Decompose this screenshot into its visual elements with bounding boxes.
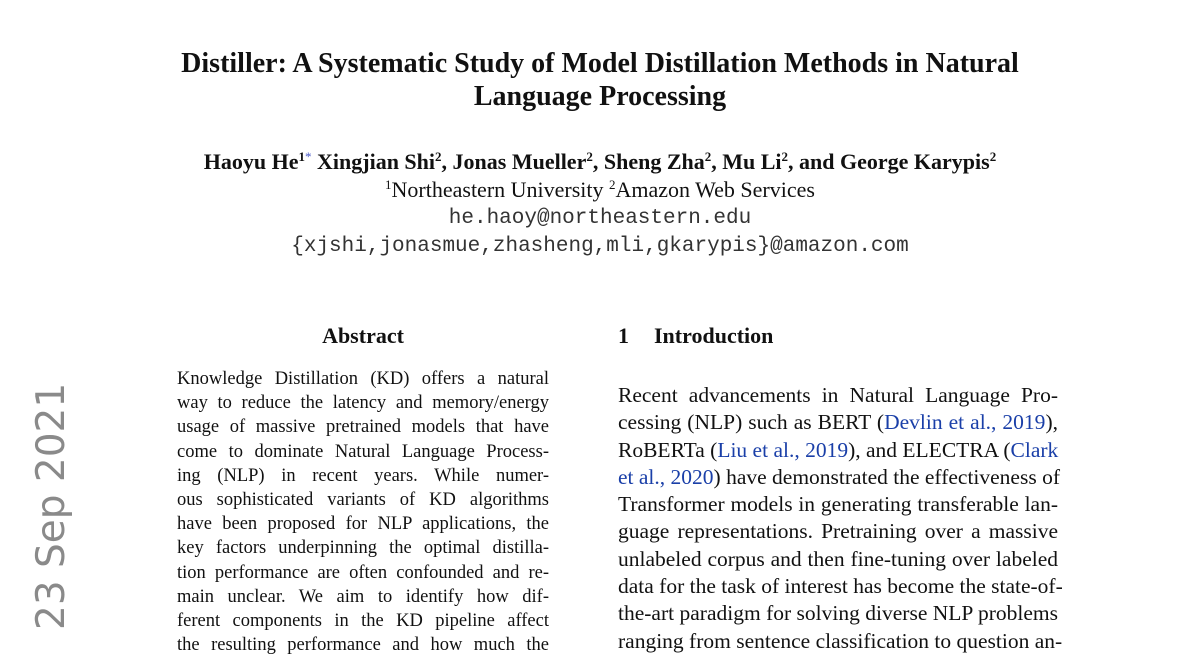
abstract-line: ferent components in the KD pipeline affect bbox=[177, 611, 549, 632]
affiliation-2-sup: 2 bbox=[609, 177, 616, 192]
abstract-line: ing (NLP) in recent years. While numer- bbox=[177, 465, 549, 486]
intro-text: ranging from sentence classification to question an- bbox=[618, 628, 1063, 653]
abstract-line: come to dominate Natural Language Process- bbox=[177, 441, 549, 462]
author-affiliation-sup: 1 bbox=[298, 149, 306, 164]
intro-text: unlabeled corpus and then fine-tuning over labeled bbox=[618, 546, 1058, 571]
email-amazon[interactable]: {xjshi,jonasmue,zhasheng,mli,gkarypis}@amazon.com bbox=[291, 235, 909, 258]
author-separator: , bbox=[711, 149, 723, 174]
section-number: 1 bbox=[618, 323, 629, 348]
author-name: Xingjian Shi bbox=[317, 149, 436, 174]
citation-link[interactable]: Liu et al., 2019 bbox=[717, 437, 849, 462]
arxiv-date: 23 Sep 2021 bbox=[29, 382, 74, 630]
abstract-heading: Abstract bbox=[322, 323, 404, 348]
author-separator: , bbox=[441, 149, 453, 174]
intro-line bbox=[618, 546, 1058, 573]
intro-text: RoBERTa ( bbox=[618, 437, 718, 462]
intro-heading bbox=[618, 322, 1058, 350]
citation-link[interactable]: Devlin et al., 2019 bbox=[884, 410, 1046, 435]
abstract-line: tion performance are often confounded and re- bbox=[177, 562, 549, 583]
intro-text: ) have demonstrated the effectiveness of bbox=[713, 464, 1060, 489]
intro-text: Recent advancements in Natural Language Pro- bbox=[618, 383, 1058, 407]
arxiv-date-stamp bbox=[28, 382, 76, 630]
intro-line bbox=[618, 409, 1058, 436]
abstract-line: usage of massive pretrained models that have bbox=[177, 417, 549, 438]
section-title: Introduction bbox=[654, 323, 774, 348]
author-affiliation-sup: 2 bbox=[435, 149, 442, 164]
author-list bbox=[100, 148, 1100, 176]
intro-text: data for the task of interest has become the state-of- bbox=[618, 574, 1063, 599]
intro-line bbox=[618, 437, 1058, 464]
intro-line bbox=[618, 382, 1058, 409]
author-name: Mu Li bbox=[722, 149, 782, 174]
email-northeastern[interactable]: he.haoy@northeastern.edu bbox=[448, 207, 752, 230]
author-separator: , and bbox=[788, 149, 841, 174]
affiliation-2: Amazon Web Services bbox=[615, 177, 815, 202]
intro-text: ), bbox=[1045, 410, 1058, 435]
citation-link[interactable]: et al., 2020 bbox=[618, 464, 714, 489]
author-affiliation-sup: 2 bbox=[704, 149, 712, 164]
intro-line bbox=[618, 464, 1058, 491]
affiliation-1-sup: 1 bbox=[385, 177, 392, 192]
intro-text: cessing (NLP) such as BERT ( bbox=[618, 410, 885, 435]
intro-body bbox=[618, 382, 1063, 655]
author-affiliation-sup: 2 bbox=[989, 149, 997, 164]
intro-line bbox=[618, 628, 1063, 655]
abstract-line: have been proposed for NLP applications, the bbox=[177, 514, 549, 535]
intro-line bbox=[618, 518, 1058, 545]
abstract-line: the resulting performance and how much the bbox=[177, 635, 549, 656]
author-affiliation-sup: 2 bbox=[781, 149, 789, 164]
author-name: Sheng Zha bbox=[603, 149, 705, 174]
author-name: Jonas Mueller bbox=[452, 149, 587, 174]
abstract-line: key factors underpinning the optimal distilla- bbox=[177, 538, 549, 559]
abstract-line: Knowledge Distillation (KD) offers a natural bbox=[177, 369, 549, 389]
affiliations bbox=[100, 176, 1100, 204]
intro-text: ), and ELECTRA ( bbox=[848, 437, 1011, 462]
author-name: Haoyu He bbox=[203, 149, 299, 174]
abstract-line: ous sophisticated variants of KD algorithms bbox=[177, 490, 549, 511]
author-separator: , bbox=[592, 149, 604, 174]
intro-line bbox=[618, 600, 1058, 627]
paper-title bbox=[100, 47, 1100, 113]
author-affiliation-sup: 2 bbox=[586, 149, 593, 164]
intro-text: Transformer models in generating transferable lan- bbox=[618, 492, 1058, 517]
affiliation-1: Northeastern University bbox=[391, 177, 604, 202]
title-line-1: Distiller: A Systematic Study of Model Distillation Methods in Natural bbox=[181, 48, 1019, 79]
footnote-mark[interactable]: * bbox=[305, 149, 312, 164]
abstract-line: way to reduce the latency and memory/energy bbox=[177, 393, 549, 414]
citation-link[interactable]: Clark bbox=[1010, 437, 1059, 462]
title-line-2: Language Processing bbox=[473, 81, 727, 112]
abstract-body bbox=[177, 367, 549, 657]
intro-line bbox=[618, 491, 1058, 518]
intro-text: guage representations. Pretraining over a massive bbox=[618, 519, 1058, 544]
abstract-line: main unclear. We aim to identify how dif- bbox=[177, 586, 549, 607]
intro-text: the-art paradigm for solving diverse NLP problems bbox=[618, 601, 1058, 626]
author-name: George Karypis bbox=[840, 149, 990, 174]
intro-line bbox=[618, 573, 1063, 600]
